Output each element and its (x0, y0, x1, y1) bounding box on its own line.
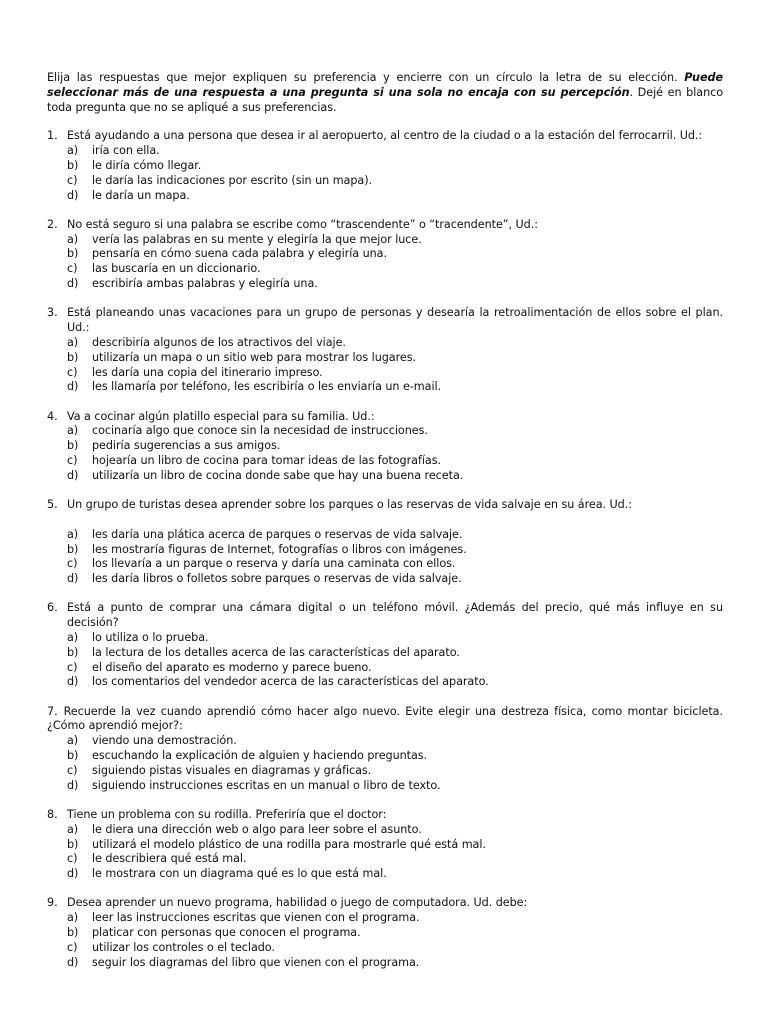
option-text: les daría libros o folletos sobre parques o reservas de vida salvaje. (92, 572, 462, 586)
option-letter: a) (67, 232, 79, 246)
option-letter: c) (67, 557, 78, 571)
option-a[interactable] (47, 734, 723, 749)
option-b[interactable] (47, 439, 723, 454)
option-text: escuchando la explicación de alguien y haciendo preguntas. (92, 749, 428, 763)
option-text: vería las palabras en su mente y elegiría la que mejor luce. (92, 232, 422, 246)
option-list (47, 528, 723, 587)
option-letter: a) (67, 822, 79, 836)
option-d[interactable] (47, 867, 723, 882)
option-letter: c) (67, 763, 78, 777)
option-text: utilizará el modelo plástico de una rodilla para mostrarle qué está mal. (92, 837, 486, 851)
option-text: le diría cómo llegar. (92, 158, 202, 172)
option-list (47, 144, 723, 203)
option-d[interactable] (47, 277, 723, 292)
option-a[interactable] (47, 424, 723, 439)
option-c[interactable] (47, 454, 723, 469)
option-letter: b) (67, 542, 79, 556)
option-letter: b) (67, 749, 79, 763)
option-d[interactable] (47, 675, 723, 690)
option-list (47, 734, 723, 793)
option-letter: c) (67, 852, 78, 866)
option-letter: d) (67, 955, 79, 969)
option-text: pediría sugerencias a sus amigos. (92, 439, 281, 453)
instructions-paragraph (47, 71, 723, 115)
option-text: describiría algunos de los atractivos del viaje. (92, 335, 346, 349)
option-b[interactable] (47, 646, 723, 661)
option-b[interactable] (47, 351, 723, 366)
option-a[interactable] (47, 823, 723, 838)
option-d[interactable] (47, 469, 723, 484)
option-text: siguiendo pistas visuales en diagramas y gráficas. (92, 763, 372, 777)
option-c[interactable] (47, 661, 723, 676)
option-letter: a) (67, 631, 79, 644)
option-c[interactable] (47, 557, 723, 572)
instructions-text: Elija las respuestas que mejor expliquen su preferencia y encierre con un círculo la letra de su elección. (47, 71, 685, 84)
question-5 (47, 498, 723, 587)
question-2 (47, 218, 723, 292)
option-text: la lectura de los detalles acerca de las características del aparato. (92, 645, 460, 659)
option-letter: d) (67, 675, 79, 689)
question-number: 2. (47, 217, 58, 231)
option-b[interactable] (47, 749, 723, 764)
option-letter: c) (67, 262, 78, 276)
option-text: le daría un mapa. (92, 188, 190, 202)
option-letter: b) (67, 350, 79, 364)
question-number: 3. (47, 306, 58, 320)
option-letter: a) (67, 144, 79, 158)
option-letter: a) (67, 424, 79, 438)
option-letter: b) (67, 158, 79, 172)
option-text: le diera una dirección web o algo para leer sobre el asunto. (92, 822, 422, 836)
option-text: les daría una plática acerca de parques o reservas de vida salvaje. (92, 527, 463, 541)
instructions-emphasis: Puede seleccionar más de una respuesta a una pregunta si una sola no encaja con su percepción (47, 71, 723, 99)
option-text: utilizar los controles o el teclado. (92, 940, 275, 954)
option-d[interactable] (47, 189, 723, 204)
option-letter: b) (67, 645, 79, 659)
question-text: Recuerde la vez cuando aprendió cómo hacer algo nuevo. Evite elegir una destreza física, como montar bicicleta. ¿Cómo aprendió mejor?: (47, 704, 723, 733)
question-text: Va a cocinar algún platillo especial para su familia. Ud.: (67, 409, 375, 423)
question-1 (47, 129, 723, 203)
option-a[interactable] (47, 233, 723, 248)
option-letter: b) (67, 926, 79, 940)
option-text: utilizaría un mapa o un sitio web para mostrar los lugares. (92, 350, 417, 364)
option-d[interactable] (47, 380, 723, 395)
questionnaire-page (47, 71, 723, 985)
question-text: Desea aprender un nuevo programa, habilidad o juego de computadora. Ud. debe: (67, 896, 528, 910)
option-letter: b) (67, 439, 79, 453)
option-letter: c) (67, 940, 78, 954)
option-text: les daría una copia del itinerario impreso. (92, 365, 323, 379)
option-c[interactable] (47, 262, 723, 277)
option-text: las buscaría en un diccionario. (92, 262, 261, 276)
option-letter: d) (67, 572, 79, 586)
option-text: iría con ella. (92, 144, 160, 158)
option-letter: c) (67, 454, 78, 468)
option-text: les llamaría por teléfono, les escribiría o les enviaría un e-mail. (92, 380, 442, 394)
option-text: siguiendo instrucciones escritas en un manual o libro de texto. (92, 778, 441, 792)
option-d[interactable] (47, 956, 723, 971)
option-list (47, 424, 723, 483)
instructions-text-end: . Dejé en blanco toda pregunta que no se apliqué a sus preferencias. (47, 85, 723, 114)
option-letter: b) (67, 837, 79, 851)
option-letter: a) (67, 734, 79, 748)
option-text: los llevaría a un parque o reserva y daría una caminata con ellos. (92, 557, 456, 571)
option-text: leer las instrucciones escritas que vienen con el programa. (92, 911, 420, 925)
option-d[interactable] (47, 572, 723, 587)
question-3 (47, 306, 723, 395)
option-b[interactable] (47, 838, 723, 853)
option-text: le describiera qué está mal. (92, 852, 247, 866)
option-letter: c) (67, 660, 78, 674)
option-text: le daría las indicaciones por escrito (sin un mapa). (92, 173, 373, 187)
option-text: les mostraría figuras de Internet, fotografías o libros con imágenes. (92, 542, 467, 556)
option-d[interactable] (47, 779, 723, 794)
option-c[interactable] (47, 852, 723, 867)
blank-line (47, 513, 723, 528)
option-letter: d) (67, 468, 79, 482)
option-list (47, 911, 723, 970)
option-c[interactable] (47, 941, 723, 956)
option-b[interactable] (47, 926, 723, 941)
option-b[interactable] (47, 247, 723, 262)
question-text: No está seguro si una palabra se escribe como “trascendente” o “tracendente”, Ud.: (67, 217, 538, 231)
option-text: cocinaría algo que conoce sin la necesidad de instrucciones. (92, 424, 428, 438)
question-number: 9. (47, 896, 58, 910)
option-letter: a) (67, 335, 79, 349)
option-text: hojearía un libro de cocina para tomar ideas de las fotografías. (92, 454, 441, 468)
question-text: Está ayudando a una persona que desea ir al aeropuerto, al centro de la ciudad o a la estación del ferrocarril. Ud.: (67, 129, 703, 143)
question-6 (47, 601, 723, 690)
option-text: los comentarios del vendedor acerca de las características del aparato. (92, 675, 489, 689)
option-text: escribiría ambas palabras y elegiría una. (92, 277, 318, 291)
question-number: 1. (47, 129, 58, 143)
option-letter: c) (67, 173, 78, 187)
option-b[interactable] (47, 543, 723, 558)
option-list (47, 233, 723, 292)
question-number: 8. (47, 807, 58, 821)
option-c[interactable] (47, 764, 723, 779)
option-text: le mostrara con un diagrama qué es lo que está mal. (92, 867, 387, 881)
option-letter: b) (67, 247, 79, 261)
question-text: Un grupo de turistas desea aprender sobre los parques o las reservas de vida salvaje en su área. Ud.: (67, 498, 632, 512)
question-number: 7. (47, 704, 58, 718)
option-letter: d) (67, 867, 79, 881)
question-text: Tiene un problema con su rodilla. Preferiría que el doctor: (67, 807, 387, 821)
question-9 (47, 896, 723, 970)
question-8 (47, 808, 723, 882)
option-b[interactable] (47, 159, 723, 174)
question-7 (47, 705, 723, 794)
option-a[interactable] (47, 911, 723, 926)
question-text: Está planeando unas vacaciones para un grupo de personas y desearía la retroalimentación de ellos sobre el plan. Ud.: (67, 306, 723, 335)
option-letter: d) (67, 380, 79, 394)
option-a[interactable] (47, 336, 723, 351)
question-text: Está a punto de comprar una cámara digital o un teléfono móvil. ¿Además del precio, qué más influye en su decisión? (67, 601, 723, 630)
option-list (47, 823, 723, 882)
option-letter: d) (67, 188, 79, 202)
option-a[interactable] (47, 631, 723, 646)
option-a[interactable] (47, 528, 723, 543)
question-4 (47, 410, 723, 484)
option-text: el diseño del aparato es moderno y parece bueno. (92, 660, 372, 674)
option-letter: a) (67, 527, 79, 541)
option-c[interactable] (47, 366, 723, 381)
option-text: platicar con personas que conocen el programa. (92, 926, 361, 940)
option-text: pensaría en cómo suena cada palabra y elegiría una. (92, 247, 387, 261)
option-c[interactable] (47, 174, 723, 189)
option-text: utilizaría un libro de cocina donde sabe que hay una buena receta. (92, 468, 464, 482)
option-letter: a) (67, 911, 79, 925)
option-text: lo utiliza o lo prueba. (92, 631, 209, 644)
option-letter: d) (67, 778, 79, 792)
option-text: viendo una demostración. (92, 734, 237, 748)
option-letter: d) (67, 277, 79, 291)
question-number: 5. (47, 498, 58, 512)
option-text: seguir los diagramas del libro que vienen con el programa. (92, 955, 420, 969)
option-a[interactable] (47, 144, 723, 159)
option-letter: c) (67, 365, 78, 379)
question-number: 4. (47, 409, 58, 423)
question-number: 6. (47, 601, 58, 615)
option-list (47, 631, 723, 690)
option-list (47, 336, 723, 395)
